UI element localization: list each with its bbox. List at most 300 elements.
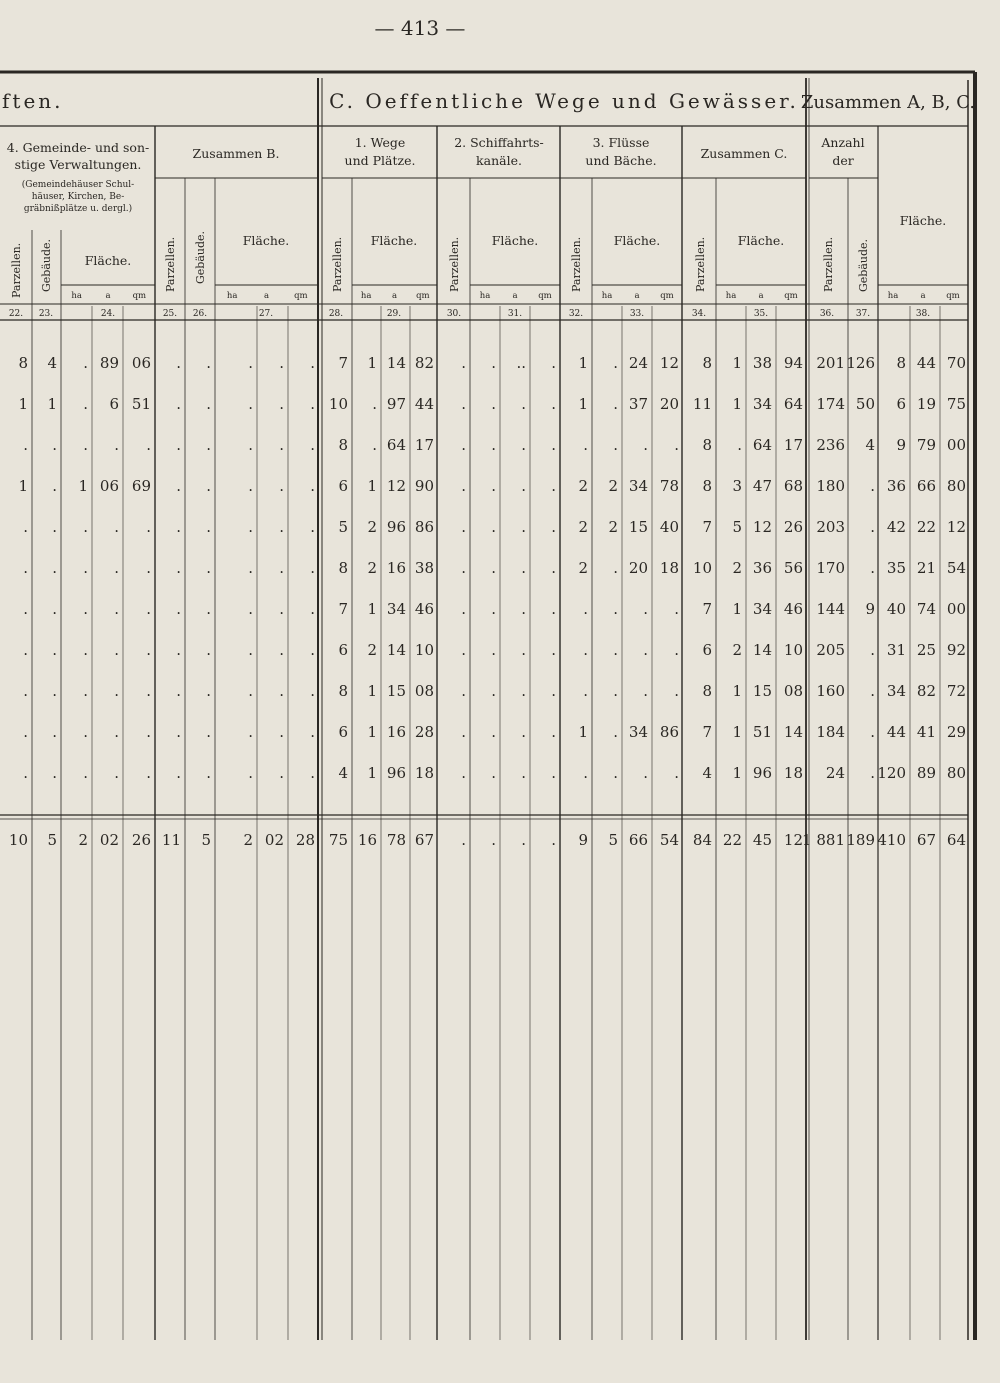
table-cell: 120 — [877, 764, 906, 782]
table-cell: 15 — [628, 518, 648, 536]
table-cell: . — [643, 641, 648, 659]
table-cell: 34 — [886, 682, 906, 700]
flaeche-label-29: Fläche. — [370, 233, 418, 248]
table-cell: 2 — [732, 641, 742, 659]
table-cell: . — [23, 723, 28, 741]
total-cell: 11 — [161, 831, 181, 849]
column-number: 37. — [855, 309, 871, 319]
data-rows — [18, 354, 966, 782]
table-cell: . — [491, 764, 496, 782]
table-cell: 144 — [816, 600, 845, 618]
table-cell: . — [114, 641, 119, 659]
unit-a: a — [634, 291, 640, 301]
section-title-total: Zusammen A, B, C. — [800, 92, 976, 113]
table-cell: 12 — [946, 518, 966, 536]
table-cell: 36 — [752, 559, 772, 577]
table-cell: 8 — [702, 436, 712, 454]
table-cell: . — [83, 764, 88, 782]
table-cell: 10 — [692, 559, 712, 577]
table-cell: . — [521, 436, 526, 454]
table-cell: 8 — [702, 682, 712, 700]
table-cell: 69 — [131, 477, 151, 495]
table-cell: . — [279, 395, 284, 413]
table-cell: . — [52, 600, 57, 618]
total-cell: 189 — [846, 831, 875, 849]
unit-a: a — [512, 291, 518, 301]
table-cell: 201 — [816, 354, 845, 372]
table-cell: . — [870, 559, 875, 577]
table-cell: . — [461, 395, 466, 413]
table-cell: . — [870, 641, 875, 659]
table-cell: 44 — [916, 354, 936, 372]
table-row — [23, 559, 966, 577]
table-cell: 184 — [816, 723, 845, 741]
wege-header-line2: und Plätze. — [344, 153, 416, 168]
table-cell: 6 — [338, 477, 348, 495]
table-cell: 18 — [659, 559, 679, 577]
unit-a: a — [920, 291, 926, 301]
table-cell: 38 — [752, 354, 772, 372]
table-cell: 72 — [946, 682, 966, 700]
table-cell: 4 — [47, 354, 57, 372]
table-cell: . — [551, 559, 556, 577]
table-cell: . — [613, 723, 618, 741]
total-cell: 84 — [692, 831, 712, 849]
schiff-header-line2: kanäle. — [476, 153, 522, 168]
table-cell: . — [206, 436, 211, 454]
table-cell: . — [643, 764, 648, 782]
flaeche-label-24: Fläche. — [84, 253, 132, 268]
column-number: 26. — [192, 309, 208, 319]
table-cell: 34 — [752, 395, 772, 413]
table-cell: 44 — [886, 723, 906, 741]
table-cell: . — [176, 600, 181, 618]
table-cell: 8 — [18, 354, 28, 372]
table-cell: . — [870, 477, 875, 495]
table-cell: . — [206, 600, 211, 618]
table-cell: 15 — [386, 682, 406, 700]
column-number: 22. — [8, 309, 24, 319]
table-cell: 15 — [752, 682, 772, 700]
table-cell: 1 — [732, 395, 742, 413]
unit-qm: qm — [538, 291, 552, 301]
table-cell: . — [83, 682, 88, 700]
table-cell: 82 — [916, 682, 936, 700]
table-cell: 89 — [99, 354, 119, 372]
table-cell: . — [521, 600, 526, 618]
table-cell: 70 — [946, 354, 966, 372]
gebaeude-label-26: Gebäude. — [194, 230, 207, 284]
table-cell: . — [461, 477, 466, 495]
table-cell: 4 — [338, 764, 348, 782]
table-cell: 14 — [752, 641, 772, 659]
table-cell: 1 — [578, 723, 588, 741]
table-cell: 16 — [386, 559, 406, 577]
column-number: 24. — [100, 309, 116, 319]
table-cell: . — [613, 600, 618, 618]
table-cell: . — [551, 518, 556, 536]
table-cell: 54 — [946, 559, 966, 577]
table-cell: . — [310, 600, 315, 618]
table-cell: . — [52, 477, 57, 495]
table-cell: 50 — [855, 395, 875, 413]
table-cell: . — [23, 600, 28, 618]
table-cell: . — [146, 559, 151, 577]
table-cell: . — [248, 395, 253, 413]
table-cell: . — [83, 559, 88, 577]
total-cell: 16 — [357, 831, 377, 849]
unit-a: a — [263, 291, 270, 301]
table-cell: 2 — [367, 518, 377, 536]
table-cell: . — [52, 682, 57, 700]
table-cell: 2 — [578, 518, 588, 536]
table-cell: 34 — [752, 600, 772, 618]
table-cell: 64 — [752, 436, 772, 454]
flaeche-label-27: Fläche. — [242, 233, 290, 248]
table-cell: 37 — [628, 395, 648, 413]
table-cell: 1 — [732, 682, 742, 700]
table-cell: 64 — [386, 436, 406, 454]
table-cell: 1 — [732, 600, 742, 618]
table-cell: . — [279, 641, 284, 659]
unit-qm: qm — [946, 291, 960, 301]
table-cell: . — [248, 764, 253, 782]
table-cell: . — [279, 518, 284, 536]
table-cell: . — [551, 723, 556, 741]
group4-line1: 4. Gemeinde- und son- — [6, 140, 150, 155]
table-cell: . — [521, 518, 526, 536]
table-cell: . — [248, 354, 253, 372]
table-cell: . — [176, 641, 181, 659]
table-cell: 24 — [628, 354, 648, 372]
column-number: 32. — [568, 309, 584, 319]
table-cell: 00 — [946, 436, 966, 454]
total-cell: . — [491, 831, 496, 849]
table-cell: . — [613, 641, 618, 659]
table-cell: 34 — [386, 600, 406, 618]
table-cell: 90 — [414, 477, 434, 495]
table-cell: . — [613, 764, 618, 782]
column-numbers — [9, 309, 930, 319]
total-cell: 28 — [295, 831, 315, 849]
parzellen-label-25: Parzellen. — [164, 236, 177, 292]
table-cell: . — [23, 436, 28, 454]
table-cell: . — [583, 436, 588, 454]
total-cell: 9 — [578, 831, 588, 849]
table-cell: . — [248, 477, 253, 495]
table-cell: 10 — [328, 395, 348, 413]
statistical-table — [0, 70, 1000, 1364]
table-cell: . — [52, 436, 57, 454]
table-cell: 80 — [946, 477, 966, 495]
table-cell: . — [583, 764, 588, 782]
table-cell: 5 — [732, 518, 742, 536]
table-cell: 6 — [338, 641, 348, 659]
table-cell: 34 — [628, 723, 648, 741]
table-cell: . — [674, 641, 679, 659]
table-cell: . — [461, 354, 466, 372]
table-cell: . — [310, 436, 315, 454]
unit-qm: qm — [416, 291, 430, 301]
table-row — [23, 600, 966, 618]
table-cell: 78 — [659, 477, 679, 495]
table-cell: 97 — [386, 395, 406, 413]
table-cell: . — [583, 682, 588, 700]
table-cell: . — [551, 641, 556, 659]
column-number: 33. — [629, 309, 645, 319]
table-cell: 174 — [816, 395, 845, 413]
table-cell: . — [114, 723, 119, 741]
table-cell: 1 — [578, 354, 588, 372]
table-cell: 7 — [338, 600, 348, 618]
table-cell: . — [521, 559, 526, 577]
table-cell: 14 — [783, 723, 803, 741]
table-cell: . — [146, 723, 151, 741]
total-cell: 5 — [608, 831, 618, 849]
table-cell: . — [146, 764, 151, 782]
table-cell: . — [372, 395, 377, 413]
table-cell: 89 — [916, 764, 936, 782]
table-cell: . — [279, 723, 284, 741]
table-row — [18, 354, 966, 372]
table-cell: . — [461, 641, 466, 659]
column-number: 36. — [819, 309, 835, 319]
table-cell: . — [643, 600, 648, 618]
table-cell: 31 — [886, 641, 906, 659]
total-cell: 2 — [78, 831, 88, 849]
table-cell: 42 — [886, 518, 906, 536]
table-cell: 14 — [386, 641, 406, 659]
table-cell: 2 — [608, 518, 618, 536]
table-cell: 17 — [783, 436, 803, 454]
table-cell: 51 — [131, 395, 151, 413]
table-cell: 00 — [946, 600, 966, 618]
table-cell: 18 — [414, 764, 434, 782]
table-cell: 16 — [386, 723, 406, 741]
table-cell: 2 — [732, 559, 742, 577]
table-cell: 1 — [367, 723, 377, 741]
table-cell: . — [176, 764, 181, 782]
total-cell: 410 — [877, 831, 906, 849]
table-cell: . — [461, 559, 466, 577]
total-cell: . — [461, 831, 466, 849]
page-number: — 413 — — [374, 16, 466, 40]
table-cell: 8 — [338, 436, 348, 454]
table-cell: . — [114, 764, 119, 782]
unit-ha: ha — [226, 291, 238, 301]
column-number: 38. — [915, 309, 931, 319]
table-cell: 2 — [608, 477, 618, 495]
table-cell: 1 — [732, 764, 742, 782]
totals-row — [9, 831, 966, 849]
table-cell: 9 — [865, 600, 875, 618]
table-cell: . — [491, 723, 496, 741]
table-row — [18, 395, 966, 413]
anzahl-header-line1: Anzahl — [821, 135, 865, 150]
table-cell: 20 — [628, 559, 648, 577]
table-cell: 06 — [99, 477, 119, 495]
table-cell: . — [52, 518, 57, 536]
table-cell: 7 — [702, 723, 712, 741]
fluesse-header-line2: und Bäche. — [585, 153, 657, 168]
table-cell: . — [521, 682, 526, 700]
table-cell: 14 — [386, 354, 406, 372]
table-cell: 6 — [109, 395, 119, 413]
table-cell: 35 — [886, 559, 906, 577]
table-cell: . — [310, 682, 315, 700]
table-cell: . — [461, 723, 466, 741]
table-cell: . — [461, 518, 466, 536]
table-cell: 44 — [414, 395, 434, 413]
table-cell: . — [146, 600, 151, 618]
table-cell: 10 — [783, 641, 803, 659]
table-cell: 12 — [386, 477, 406, 495]
total-cell: 67 — [916, 831, 936, 849]
column-number: 29. — [386, 309, 402, 319]
table-cell: . — [83, 518, 88, 536]
table-cell: . — [551, 682, 556, 700]
total-cell: 45 — [752, 831, 772, 849]
table-cell: 29 — [946, 723, 966, 741]
table-cell: . — [248, 641, 253, 659]
table-cell: . — [613, 436, 618, 454]
table-cell: . — [206, 518, 211, 536]
table-cell: 203 — [816, 518, 845, 536]
table-cell: 66 — [916, 477, 936, 495]
table-cell: 1 — [367, 682, 377, 700]
table-cell: . — [643, 436, 648, 454]
table-cell: 236 — [816, 436, 845, 454]
parzellen-label-28: Parzellen. — [331, 236, 344, 292]
table-cell: 1 — [367, 477, 377, 495]
table-cell: 2 — [578, 477, 588, 495]
table-cell: 6 — [896, 395, 906, 413]
table-cell: . — [279, 764, 284, 782]
unit-ha: ha — [601, 291, 613, 301]
unit-a: a — [105, 291, 111, 301]
table-cell: . — [206, 764, 211, 782]
table-cell: 4 — [865, 436, 875, 454]
table-cell: . — [310, 395, 315, 413]
table-cell: 82 — [414, 354, 434, 372]
table-cell: 08 — [414, 682, 434, 700]
table-cell: 6 — [338, 723, 348, 741]
table-cell: . — [206, 723, 211, 741]
table-cell: 74 — [916, 600, 936, 618]
fluesse-header-line1: 3. Flüsse — [592, 135, 650, 150]
parzellen-label-34: Parzellen. — [694, 236, 707, 292]
table-cell: 8 — [338, 559, 348, 577]
table-cell: . — [491, 641, 496, 659]
table-cell: . — [83, 436, 88, 454]
table-cell: . — [491, 395, 496, 413]
table-cell: . — [83, 600, 88, 618]
table-cell: 96 — [386, 518, 406, 536]
table-row — [23, 723, 966, 741]
table-cell: . — [674, 682, 679, 700]
table-cell: . — [279, 600, 284, 618]
table-cell: 28 — [414, 723, 434, 741]
table-row — [18, 477, 966, 495]
table-cell: 10 — [414, 641, 434, 659]
table-cell: 1 — [732, 354, 742, 372]
table-cell: . — [310, 764, 315, 782]
table-cell: . — [521, 764, 526, 782]
table-cell: 36 — [886, 477, 906, 495]
table-cell: . — [176, 395, 181, 413]
table-cell: .. — [516, 354, 526, 372]
table-cell: 8 — [702, 477, 712, 495]
unit-qm: qm — [294, 291, 308, 301]
table-cell: . — [83, 354, 88, 372]
group4-line5: gräbnißplätze u. dergl.) — [23, 204, 133, 214]
table-cell: . — [23, 641, 28, 659]
table-cell: 1 — [18, 477, 28, 495]
table-cell: . — [613, 682, 618, 700]
schiff-header-line1: 2. Schiffahrts- — [454, 135, 544, 150]
table-cell: . — [146, 436, 151, 454]
unit-a: a — [391, 291, 398, 301]
table-cell: . — [310, 723, 315, 741]
table-cell: . — [114, 559, 119, 577]
table-cell: . — [248, 682, 253, 700]
table-cell: . — [83, 723, 88, 741]
table-cell: 06 — [131, 354, 151, 372]
table-cell: . — [643, 682, 648, 700]
group4-line3: (Gemeindehäuser Schul- — [21, 180, 135, 190]
table-cell: . — [461, 764, 466, 782]
table-cell: . — [176, 354, 181, 372]
column-number: 28. — [328, 309, 344, 319]
table-cell: . — [491, 354, 496, 372]
table-cell: . — [52, 559, 57, 577]
table-cell: 8 — [338, 682, 348, 700]
table-cell: . — [521, 477, 526, 495]
table-cell: . — [613, 395, 618, 413]
table-cell: . — [613, 354, 618, 372]
table-cell: . — [521, 395, 526, 413]
table-cell: . — [310, 559, 315, 577]
table-cell: 86 — [414, 518, 434, 536]
total-cell: 54 — [659, 831, 679, 849]
table-cell: 46 — [414, 600, 434, 618]
total-cell: 02 — [99, 831, 119, 849]
total-cell: 22 — [722, 831, 742, 849]
table-cell: 08 — [783, 682, 803, 700]
table-cell: . — [206, 477, 211, 495]
parzellen-label-30: Parzellen. — [448, 236, 461, 292]
table-cell: . — [23, 518, 28, 536]
table-cell: . — [870, 518, 875, 536]
table-cell: 19 — [916, 395, 936, 413]
unit-qm: qm — [132, 291, 147, 301]
total-cell: 02 — [264, 831, 284, 849]
table-cell: . — [206, 641, 211, 659]
table-cell: . — [248, 518, 253, 536]
table-cell: . — [551, 764, 556, 782]
parzellen-label-36: Parzellen. — [822, 236, 835, 292]
table-cell: . — [176, 682, 181, 700]
table-cell: 26 — [783, 518, 803, 536]
table-cell: 38 — [414, 559, 434, 577]
table-cell: . — [310, 641, 315, 659]
table-row — [23, 764, 966, 782]
table-cell: . — [870, 682, 875, 700]
table-cell: 47 — [752, 477, 772, 495]
table-cell: 8 — [896, 354, 906, 372]
table-cell: 17 — [414, 436, 434, 454]
flaeche-label-35: Fläche. — [737, 233, 785, 248]
